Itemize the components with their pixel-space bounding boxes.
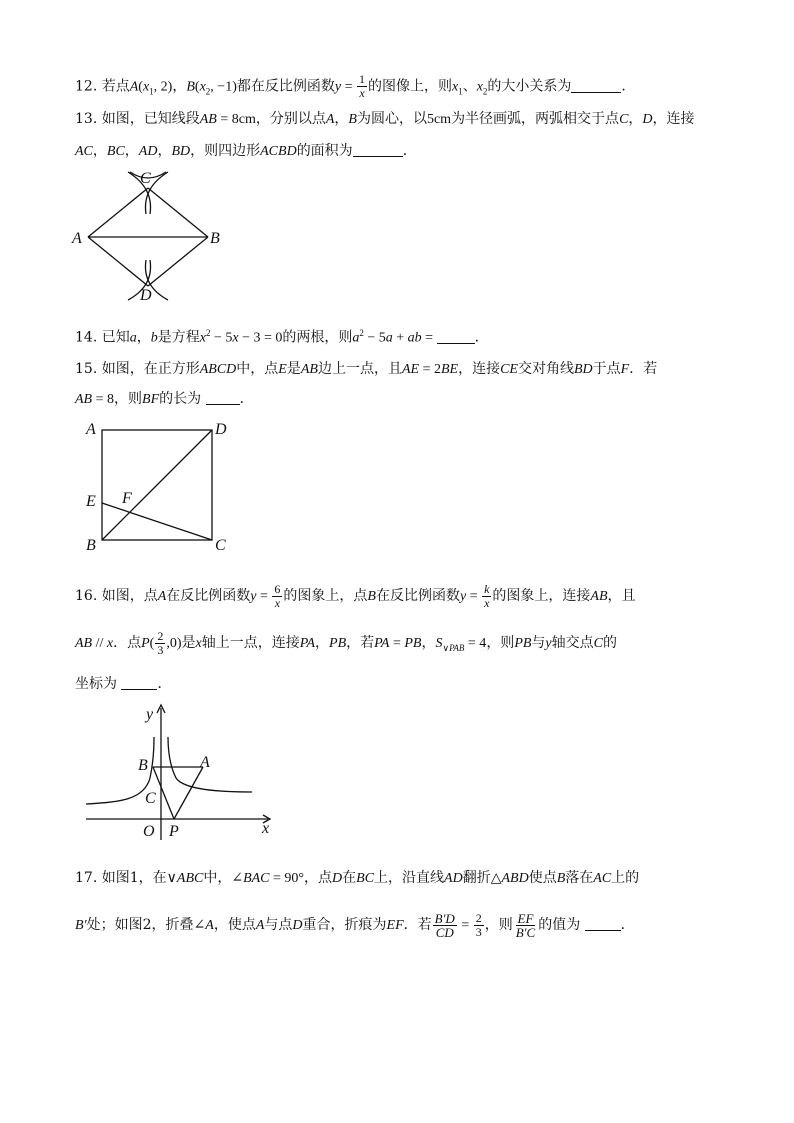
label-o: O [143, 823, 155, 840]
label-d: D [140, 287, 152, 303]
question-16-line2: AB // x．点P( $\frac{2}{3}$ ,0)是x轴上一点，连接PA，PB，若PA = PB，$S_{\vee PAB} = 4$，则PB与y轴交点C的 [75, 628, 617, 657]
question-13: 13. 如图，已知线段AB = 8cm，分别以点A，B为圆心，以5cm为半径画弧，两弧相交于点C，D，连接 [75, 111, 695, 127]
label-d: D [215, 421, 227, 438]
question-13-line2: AC，BC，AD，BD，则四边形ACBD的面积为 ． [75, 143, 417, 159]
question-12: 12. 若点$A(x_1$, 2)，$B(x_2$, −1)都在反比例函数y = $\frac{1}{x}$ 的图像上，则$x_1$、$x_2$的大小关系为 ． [75, 72, 636, 100]
label-p: P [169, 823, 179, 840]
answer-blank [353, 142, 403, 157]
label-e: E [86, 493, 96, 510]
label-c: C [140, 170, 151, 187]
answer-blank [585, 916, 621, 931]
label-c: C [145, 790, 156, 807]
label-c: C [215, 537, 226, 554]
question-16: 16. 如图，点A在反比例函数y = $\frac{6}{x}$ 的图象上，点B在反比例函数y = $\frac{k}{x}$ 的图象上，连接AB，且 [75, 581, 636, 610]
figure-q15 [80, 416, 240, 558]
answer-blank [437, 329, 475, 344]
figure-q16 [80, 700, 280, 845]
label-a: A [200, 754, 210, 771]
answer-blank [121, 675, 157, 690]
question-15: 15. 如图，在正方形ABCD中，点E是AB边上一点，且AE = 2BE，连接CE交对角线BD于点F．若 [75, 361, 658, 377]
question-17: 17. 如图1，在∨ABC中，∠BAC = 90°，点D在BC上，沿直线AD翻折△ABD使点B落在AC上的 [75, 870, 640, 886]
label-a: A [72, 230, 82, 247]
question-14: 14. 已知a，b是方程$x^2 - 5x - 3 = 0$的两根，则$a^2 - 5a$ + ab = ． [75, 328, 489, 346]
label-x: x [262, 820, 270, 837]
label-f: F [122, 490, 132, 507]
label-a: A [86, 421, 96, 438]
label-b: B [210, 230, 220, 247]
label-y: y [146, 706, 154, 723]
figure-q13 [70, 168, 230, 303]
answer-blank [571, 78, 621, 93]
label-b: B [138, 757, 148, 774]
question-15-line2: AB = 8，则BF的长为 ． [75, 391, 254, 407]
question-17-line2: B′处；如图2，折叠∠A，使点A与点D重合，折痕为EF．若 $\frac{B'D}{CD}$ = $\frac{2}{3}$ ，则 $\frac{EF}{B'C}$ 的值为 ． [75, 910, 635, 940]
label-b: B [86, 537, 96, 554]
question-16-line3: 坐标为 ． [75, 676, 172, 692]
answer-blank [206, 390, 240, 405]
